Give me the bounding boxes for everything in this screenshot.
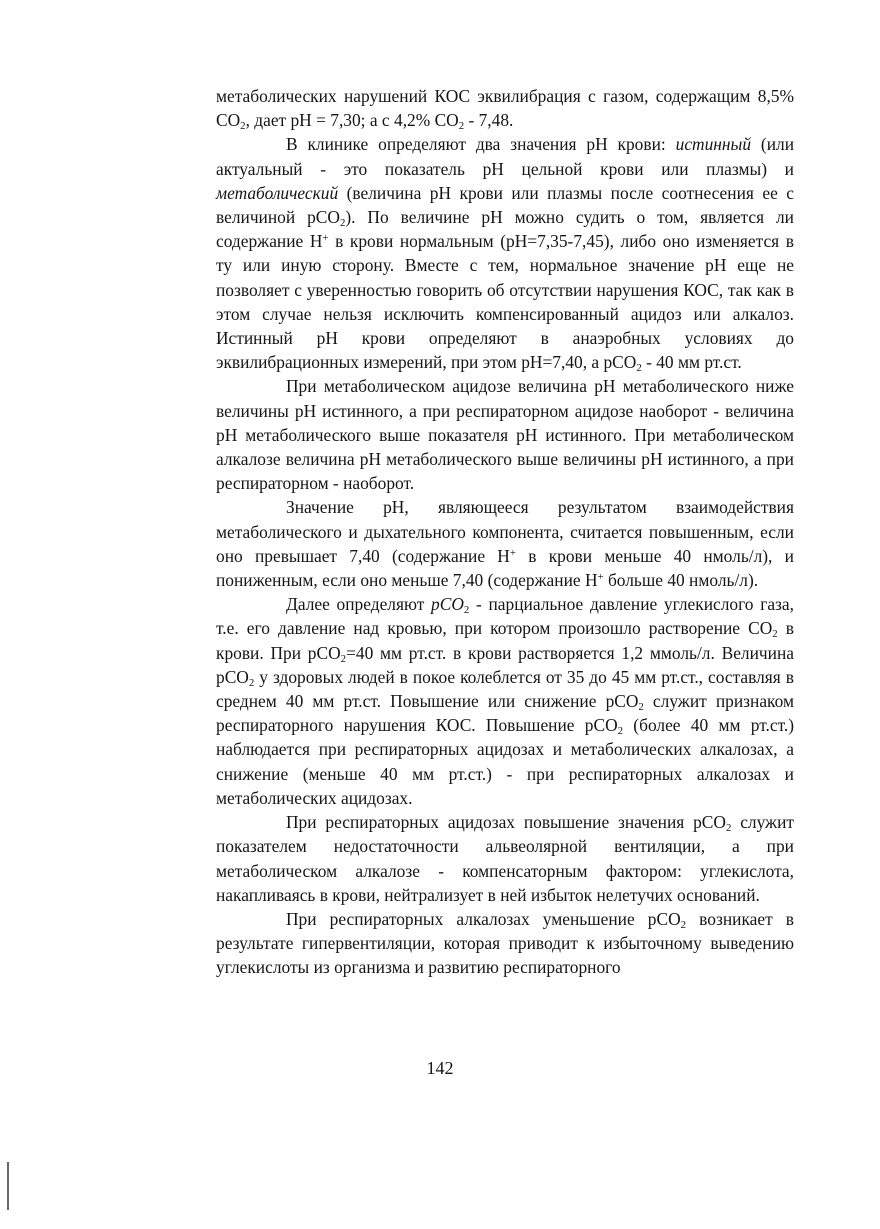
subscript: 2: [339, 217, 346, 230]
text-run: - 7,48.: [464, 110, 514, 131]
subscript: 2: [617, 725, 624, 738]
text-run: больше 40 нмоль/л).: [603, 570, 759, 591]
subscript: 2: [240, 120, 246, 133]
subscript: 2: [463, 604, 470, 617]
text-run: в крови нормальным (pH=7,35-7,45), либо оно изменяется в ту или иную сторону. Вместе с тем, нормальное значение pH еще не позволяет с уверенностью говорить об отсутствии нарушения КОС, так как в этом случае нельзя исключить компенсированный ацидоз или алкалоз. Истинный pH крови определяют в анаэробных условиях до эквилибрационных измерений, при этом pH=7,40, а pCO: [216, 231, 794, 373]
page-number: 142: [426, 1058, 454, 1078]
text-run: В клинике определяют два значения pH крови:: [286, 134, 676, 155]
superscript: +: [509, 546, 516, 559]
subscript: 2: [638, 701, 644, 714]
text-run: При метаболическом ацидозе величина pH метаболического ниже величины pH истинного, а при респираторном ацидозе наоборот - величина pH метаболического выше показателя pH истинного. При метаболическом алкалозе величина pH метаболического выше величины pH истинного, а при респираторном - наоборот.: [216, 376, 794, 494]
superscript: +: [597, 571, 604, 584]
subscript: 2: [458, 120, 465, 133]
superscript: +: [322, 232, 329, 245]
text-run: (или актуальный - это показатель pH цельной крови или плазмы) и: [216, 134, 794, 179]
subscript: 2: [340, 652, 347, 665]
text-run: =40 мм рт.ст. в крови растворяется 1,2 ммоль/л. Величина pCO: [216, 642, 794, 687]
subscript: 2: [680, 919, 687, 932]
text-run: - 40 мм рт.ст.: [641, 352, 742, 373]
body-text: [216, 84, 794, 980]
paragraph: [216, 84, 794, 132]
text-run: При респираторных алкалозах уменьшение pCO: [286, 908, 681, 929]
subscript: 2: [772, 628, 778, 641]
paragraph: [216, 592, 794, 810]
subscript: 2: [725, 822, 732, 835]
subscript: 2: [636, 362, 642, 375]
text-run: возникает в результате гипервентиляции, которая приводит к избыточному выведению углекислоты из организма и развитию респираторного: [216, 908, 795, 978]
text-run: служит признаком респираторного нарушения КОС. Повышение pCO: [216, 691, 794, 736]
text-run: метаболических нарушений КОС эквилибрация с газом, содержащим 8,5% CO: [216, 86, 794, 131]
text-run: - парциальное давление углекислого газа, т.е. его давление над кровью, при котором произошло растворение CO: [216, 594, 794, 639]
paragraph: [216, 374, 794, 495]
scan-edge-mark: [7, 1162, 9, 1210]
text-run: (величина pH крови или плазмы после соотнесения ее с величиной pCO: [216, 182, 794, 228]
paragraph: [216, 495, 794, 592]
text-run: Далее определяют: [286, 594, 432, 615]
text-run: , дает pH = 7,30; а с 4,2% CO: [245, 110, 459, 131]
text-run: Значение pH, являющееся результатом взаимодействия метаболического и дыхательного компонента, считается повышенным, если оно превышает 7,40 (содержание H: [216, 497, 794, 566]
text-run: в крови. При pCO: [216, 618, 794, 663]
italic-term: метаболический: [216, 182, 339, 203]
text-run: у здоровых людей в покое колеблется от 35 до 45 мм рт.ст., составляя в среднем 40 мм рт.ст. Повышение или снижение pCO: [216, 666, 794, 712]
subscript: 2: [248, 677, 255, 690]
text-run: в крови меньше 40 нмоль/л), и пониженным, если оно меньше 7,40 (содержание H: [216, 545, 794, 591]
text-run: служит показателем недостаточности альвеолярной вентиляции, а при метаболическом алкалозе - компенсаторным фактором: углекислота, накапливаясь в крови, нейтрализует в ней избыток нелетучих оснований.: [216, 812, 794, 905]
text-run: ). По величине pH можно судить о том, является ли содержание H: [216, 207, 794, 252]
paragraph: [216, 810, 794, 907]
paragraph: [216, 132, 794, 374]
italic-term: pCO: [431, 594, 464, 615]
text-run: (более 40 мм рт.ст.) наблюдается при респираторных ацидозах и метаболических алкалозах, а снижение (меньше 40 мм рт.ст.) - при респираторных алкалозах и метаболических ацидозах.: [216, 715, 794, 808]
text-run: При респираторных ацидозах повышение значения pCO: [286, 812, 726, 833]
paragraph: [216, 907, 794, 980]
italic-term: истинный: [675, 134, 752, 155]
